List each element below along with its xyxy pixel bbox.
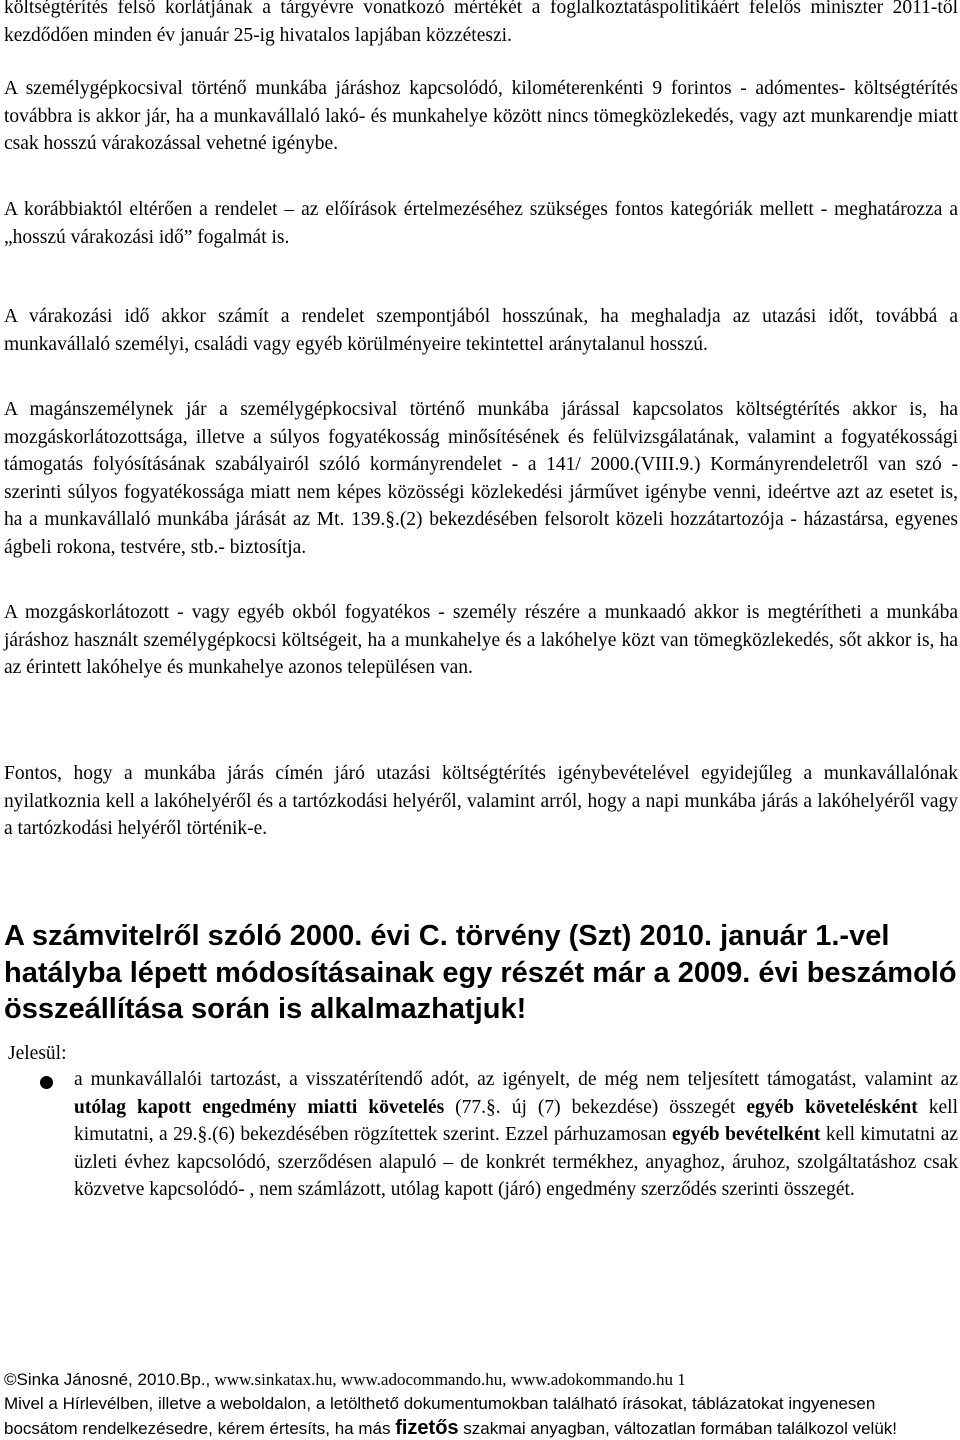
- paragraph-declaration: Fontos, hogy a munkába járás címén járó utazási költségtérítés igénybevételével egyidejűleg a munkavállalónak nyilatkoznia kell a lakóhelyéről és a tartózkodási helyéről, valamint arról, hogy a napi munkába járás a lakóhelyéről vagy a tartózkodási helyéről történik-e.: [4, 763, 958, 840]
- bullet-text-3: kell kimutatni, a 29.§.(6) bekezdésében rögzítettek szerint. Ezzel párhuzamosan: [74, 1096, 958, 1146]
- footer-credits: ©Sinka Jánosné, 2010.Bp., www.sinkatax.hu, www.adocommando.hu, www.adokommando.hu 1: [4, 1370, 686, 1389]
- bullet-text-1: a munkavállalói tartozást, a visszatérítendő adót, az igényelt, de még nem teljesített támogatást, valamint az: [74, 1069, 958, 1090]
- footer-notice-text-c: szakmai anyagban, változatlan formában találkozol velük!: [463, 1419, 898, 1438]
- bullet-icon: [40, 1076, 53, 1089]
- footer-link-adokommando[interactable]: www.adokommando.hu: [510, 1370, 673, 1389]
- bullet-text-4: kell kimutatni az üzleti évhez kapcsolódó, szerződésen alapuló – de konkrét termékhez, anyaghoz, áruhoz, szolgáltatáshoz csak közvetve kapcsolódó- , nem számlázott, utólag kapott (járó) engedmény szerződés szerinti összegét.: [74, 1124, 959, 1201]
- bullet-bold-1: utólag kapott engedmény miatti követelés: [74, 1096, 445, 1118]
- paragraph-car-allowance: A személygépkocsival történő munkába járáshoz kapcsolódó, kilométerenkénti 9 forintos - adómentes- költségtérítés továbbra is akkor jár, ha a munkavállaló lakó- és munkahelye között nincs tömegközlekedés, vagy azt munkarendje miatt csak hosszú várakozással vehetné igénybe.: [4, 78, 958, 155]
- bullet-bold-2: egyéb követelésként: [746, 1096, 918, 1118]
- footer-notice-line1: Mivel a Hírlevélben, illetve a weboldalon, a letölthető dokumentumokban található írásokat, táblázatokat ingyenesen: [4, 1394, 876, 1413]
- footer-link-adocommando[interactable]: www.adocommando.hu: [340, 1370, 503, 1389]
- paragraph-employer-reimbursement: A mozgáskorlátozott - vagy egyéb okból fogyatékos - személy részére a munkaadó akkor is megtérítheti a munkába járáshoz használt személygépkocsi költségeit, ha a munkahelye és a lakóhelye közt van tömegközlekedés, sőt akkor is, ha az érintett lakóhelye és munkahelye azonos településen van.: [4, 602, 958, 679]
- footer-notice-fizetos: fizetős: [395, 1417, 459, 1439]
- footer-link-sinkatax[interactable]: www.sinkatax.hu: [214, 1370, 333, 1389]
- bullet-text-2: (77.§. új (7) bekezdése) összegét: [444, 1096, 747, 1118]
- paragraph-waiting-time-long: A várakozási idő akkor számít a rendelet szempontjából hosszúnak, ha meghaladja az utazási időt, továbbá a munkavállaló személyi, családi vagy egyéb körülményeire tekintettel aránytalanul hosszú.: [4, 306, 958, 355]
- bullet-item: [74, 1066, 958, 1204]
- paragraph-intro: költségtérítés felső korlátjának a tárgyévre vonatkozó mértékét a foglalkoztatáspolitikáért felelős miniszter 2011-től kezdődően minden év január 25-ig hivatalos lapjában közzéteszi.: [4, 0, 958, 46]
- paragraph-disabled-commute: A magánszemélynek jár a személygépkocsival történő munkába járással kapcsolatos költségtérítés akkor is, ha mozgáskorlátozottsága, illetve a súlyos fogyatékosság minősítésének és felülvizsgálatának, valamint a fogyatékossági támogatás folyósításának szabályairól szóló kormányrendelet - a 141/ 2000.(VIII.9.) Kormányrendeletről van szó - szerinti súlyos fogyatékossága miatt nem képes közösségi közlekedési járművet igénybe venni, ideértve azt az esetet is, ha a munkavállaló munkába járását az Mt. 139.§.(2) bekezdésében felsorolt közeli hozzátartozója - házastársa, egyenes ágbeli rokona, testvére, stb.- biztosítja.: [4, 399, 958, 558]
- paragraph-waiting-time-definition: A korábbiaktól eltérően a rendelet – az előírások értelmezéséhez szükséges fontos kategóriák mellett - meghatározza a „hosszú várakozási idő” fogalmát is.: [4, 199, 958, 248]
- bullet-bold-3: egyéb bevételként: [671, 1124, 821, 1146]
- footer-page-number: 1: [677, 1370, 686, 1389]
- jelesul-label: Jelesül:: [8, 1043, 67, 1064]
- section-heading: A számvitelről szóló 2000. évi C. törvény (Szt) 2010. január 1.-vel hatályba lépett módosításainak egy részét már a 2009. évi beszámoló összeállítása során is alkalmazhatjuk!: [4, 920, 957, 1025]
- footer-notice-line2: [4, 1417, 897, 1440]
- footer-notice-text-a: bocsátom rendelkezésedre, kérem értesíts, ha más: [4, 1419, 391, 1438]
- footer-author: ©Sinka Jánosné, 2010.Bp.,: [4, 1370, 211, 1389]
